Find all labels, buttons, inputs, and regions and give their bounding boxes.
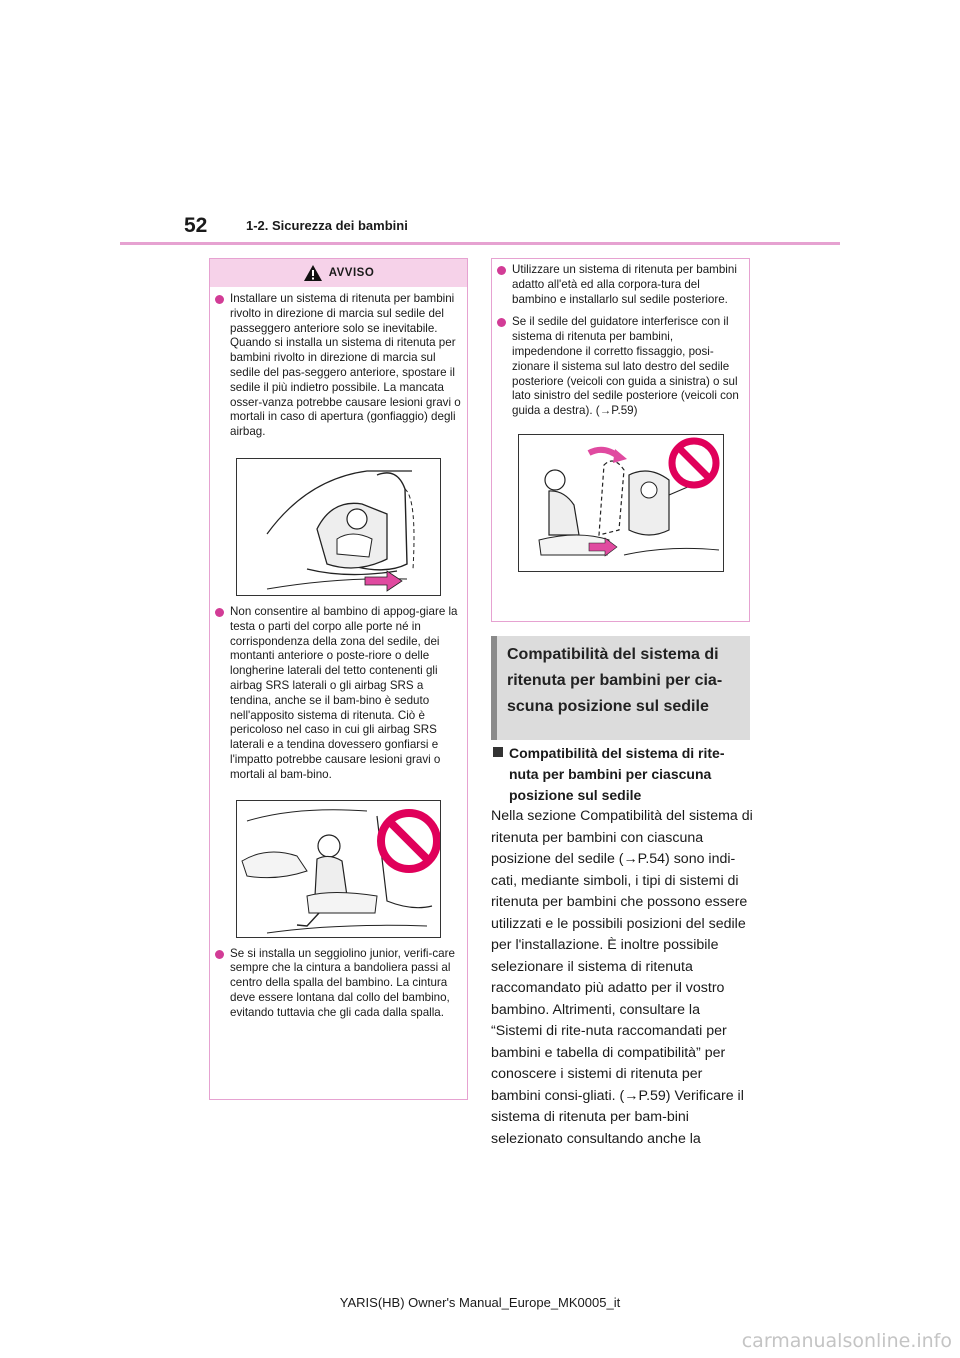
header-divider (120, 242, 840, 245)
warning-bullet-text: Se il sedile del guidatore interferisce con il sistema di ritenuta per bambini, impedendone il corretto fissaggio, posi-zionare il sistema sul lato destro del sedile posteriore (veicoli con guida a sinistra) o sul lato sinistro del sedile posteriore (veicoli con guida a destra). (→P.59) (512, 315, 739, 418)
warning-bullet (210, 947, 467, 1021)
warning-bullet (210, 605, 467, 783)
watermark: carmanualsonline.info (741, 1330, 952, 1352)
warning-bullet-text: Installare un sistema di ritenuta per bambini rivolto in direzione di marcia sul sedile del passeggero anteriore solo se inevitabile. Quando si installa un sistema di ritenuta per bambini rivolto in direzione di marcia sul sedile del pas-seggero anteriore, spostare il sedile il più indietro possibile. La mancata osser-vanza potrebbe causare lesioni gravi o mortali in caso di apertura (gonfiaggio) degli airbag. (230, 292, 461, 439)
subheading (491, 743, 750, 806)
warning-bullet (492, 315, 749, 419)
prohibited-icon (381, 813, 437, 869)
warning-bullet-text: Utilizzare un sistema di ritenuta per bambini adatto all'età ed alla corpora-tura del bambino e installarlo sul sedile posteriore. (512, 263, 737, 306)
illustration-driver-seat-interference (518, 434, 724, 572)
prohibited-icon (672, 441, 716, 485)
warning-bullet-text: Non consentire al bambino di appog-giare la testa o parti del corpo alle porte né in corrispondenza della zona del sedile, dei montanti anteriore o poste-riore o delle longherine laterali del tetto contenenti gli airbag SRS laterali o gli airbag SRS a tendina, anche se il bam-bino è seduto nell'apposito sistema di ritenuta. Ciò è pericoloso nel caso in cui gli airbag SRS laterali e a tendina dovessero gonfiarsi e l'impatto potrebbe causare lesioni gravi o mortali al bam-bino. (230, 604, 458, 781)
page-number: 52 (184, 214, 208, 237)
section-title-box: Compatibilità del sistema di ritenuta per bambini per cia-scuna posizione sul sedile (491, 636, 750, 740)
warning-title-bar (210, 259, 467, 287)
bullet-dot (215, 608, 224, 617)
section-header: 1-2. Sicurezza dei bambini (246, 218, 408, 233)
footer: YARIS(HB) Owner's Manual_Europe_MK0005_it (339, 1295, 621, 1310)
bullet-dot (497, 318, 506, 327)
warning-title: AVVISO (328, 267, 375, 279)
illustration-forward-facing-seat (236, 458, 441, 596)
warning-continued-box (491, 258, 750, 622)
warning-triangle-icon (303, 264, 323, 282)
warning-bullet-text: Se si installa un seggiolino junior, verifi-care sempre che la cintura a bandoliera passi al centro della spalla del bambino. La cintura deve essere lontana dal collo del bambino, evitando tuttavia che gli cada dalla spalla. (230, 946, 455, 1019)
bullet-dot (215, 950, 224, 959)
forward-seat-drawing (237, 459, 440, 595)
warning-bullet (210, 292, 467, 440)
body-paragraph: Nella sezione Compatibilità del sistema di ritenuta per bambini con ciascuna posizione del sedile (→P.54) sono indi-cati, mediante simboli, i tipi di sistemi di ritenuta per bambini che possono essere utilizzati e le possibili posizioni del sedile per l'installazione. È inoltre possibile selezionare il sistema di ritenuta raccomandato più adatto per il vostro bambino. Altrimenti, consultare la “Sistemi di rite-nuta raccomandati per bambini e tabella di compatibilità” per conoscere i sistemi di ritenuta per bambini consi-gliati. (→P.59) Verificare il sistema di ritenuta per bam-bini selezionato consultando anche la (491, 808, 753, 1147)
square-bullet-icon (493, 747, 503, 757)
illustration-child-leaning (236, 800, 441, 938)
driver-seat-drawing (519, 435, 723, 571)
bullet-dot (215, 295, 224, 304)
subheading-text: Compatibilità del sistema di rite-nuta per bambini per ciascuna posizione sul sedile (509, 745, 725, 803)
warning-box (209, 258, 468, 1100)
warning-bullet (492, 263, 749, 307)
bullet-dot (497, 266, 506, 275)
child-leaning-drawing (237, 801, 440, 937)
